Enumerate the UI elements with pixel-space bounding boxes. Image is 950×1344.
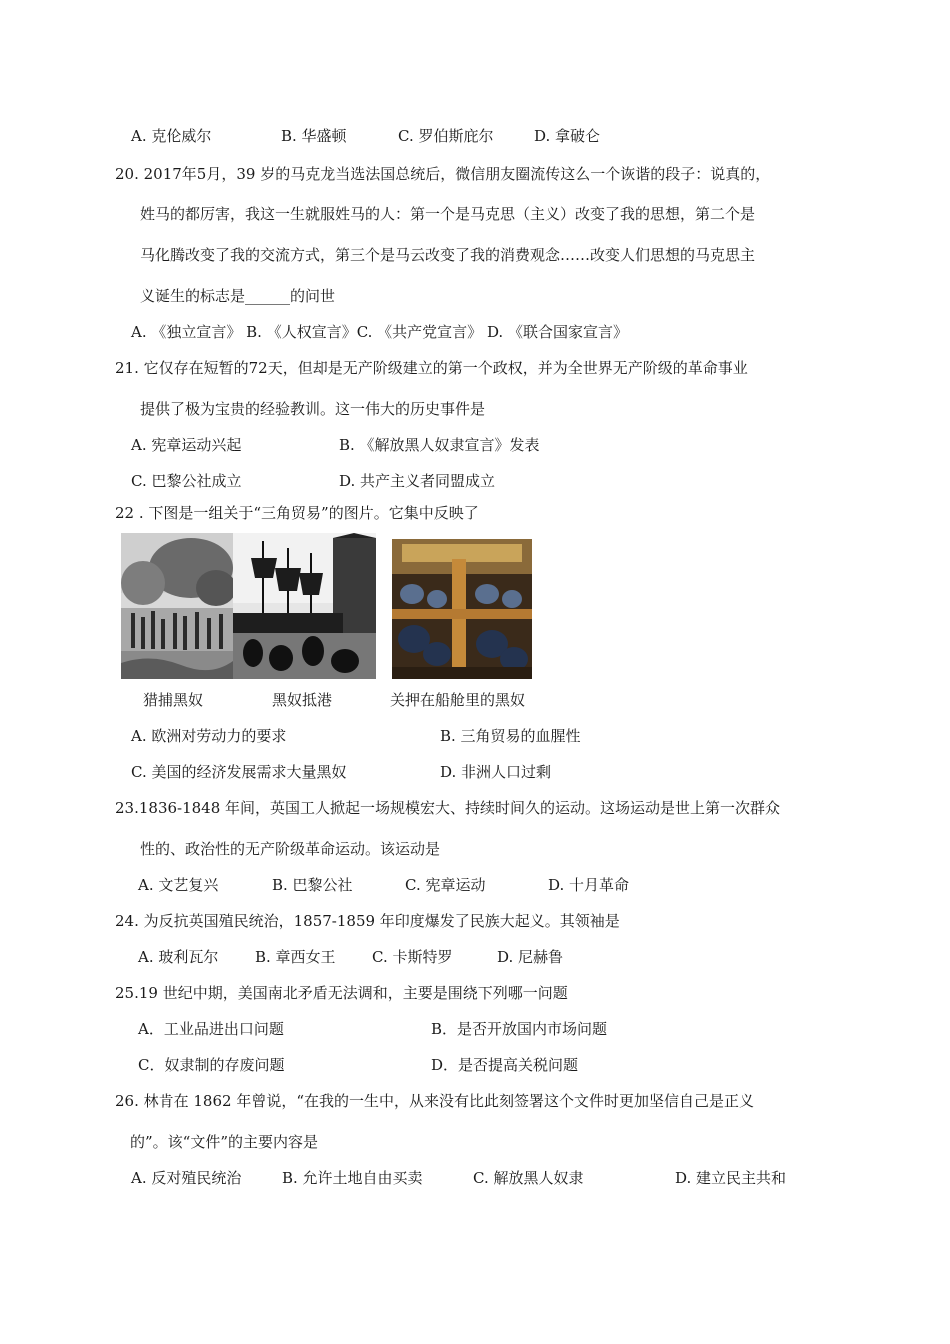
q25-option-b[interactable]: B．是否开放国内市场问题 (431, 1020, 608, 1038)
q25-option-d[interactable]: D．是否提高关税问题 (431, 1056, 579, 1074)
q25-option-c[interactable]: C．奴隶制的存废问题 (138, 1056, 285, 1074)
q24-option-d[interactable]: D. 尼赫鲁 (497, 948, 564, 966)
q26-option-b[interactable]: B. 允许土地自由买卖 (282, 1169, 423, 1187)
q21-stem-line-2: 提供了极为宝贵的经验教训。这一伟大的历史事件是 (140, 400, 486, 418)
q20-stem-line-4: 义诞生的标志是______的问世 (140, 287, 336, 305)
q26-option-a[interactable]: A. 反对殖民统治 (131, 1169, 242, 1187)
q21-option-d[interactable]: D. 共产主义者同盟成立 (339, 472, 496, 490)
q26-option-c[interactable]: C. 解放黑人奴隶 (473, 1169, 584, 1187)
q22-option-b[interactable]: B. 三角贸易的血腥性 (440, 727, 581, 745)
q23-stem-line-2: 性的、政治性的无产阶级革命运动。该运动是 (140, 840, 441, 858)
q20-stem-line-1: 20. 2017年5月，39 岁的马克龙当选法国总统后，微信朋友圈流传这么一个诙谐的段子：说真的， (115, 165, 771, 183)
q24-option-b[interactable]: B. 章西女王 (255, 948, 336, 966)
q19-option-c[interactable]: C. 罗伯斯庇尔 (398, 127, 494, 145)
q25-option-a[interactable]: A．工业品进出口问题 (138, 1020, 284, 1038)
q21-option-c[interactable]: C. 巴黎公社成立 (131, 472, 242, 490)
q24-stem-line-1: 24. 为反抗英国殖民统治，1857-1859 年印度爆发了民族大起义。其领袖是 (115, 912, 620, 930)
q26-stem-line-2: 的”。该“文件”的主要内容是 (130, 1133, 319, 1151)
q23-stem-line-1: 23.1836-1848 年间，英国工人掀起一场规模宏大、持续时间久的运动。这场运动是世上第一次群众 (115, 799, 781, 817)
q25-stem-line-1: 25.19 世纪中期，美国南北矛盾无法调和，主要是围绕下列哪一问题 (115, 984, 568, 1002)
q22-stem-line-1: 22 . 下图是一组关于“三角贸易”的图片。它集中反映了 (115, 504, 479, 522)
q21-option-b[interactable]: B. 《解放黑人奴隶宣言》发表 (339, 436, 540, 454)
q23-option-a[interactable]: A. 文艺复兴 (138, 876, 219, 894)
q24-option-c[interactable]: C. 卡斯特罗 (372, 948, 453, 966)
q21-option-a[interactable]: A. 宪章运动兴起 (131, 436, 242, 454)
q23-option-b[interactable]: B. 巴黎公社 (272, 876, 353, 894)
hunting-slaves-image (121, 533, 233, 679)
q23-option-d[interactable]: D. 十月革命 (548, 876, 630, 894)
q20-options[interactable]: A. 《独立宣言》 B. 《人权宣言》C. 《共产党宣言》 D. 《联合国家宣言》 (131, 323, 628, 341)
caption-hunting-slaves: 猎捕黑奴 (143, 691, 204, 709)
q22-option-d[interactable]: D. 非洲人口过剩 (440, 763, 552, 781)
q19-option-d[interactable]: D. 拿破仑 (534, 127, 601, 145)
q24-option-a[interactable]: A. 玻利瓦尔 (138, 948, 219, 966)
q19-option-a[interactable]: A. 克伦威尔 (131, 127, 212, 145)
caption-ship-hold: 关押在船舱里的黑奴 (390, 691, 526, 709)
q22-option-a[interactable]: A. 欧洲对劳动力的要求 (131, 727, 287, 745)
q22-option-c[interactable]: C. 美国的经济发展需求大量黑奴 (131, 763, 347, 781)
slaves-arriving-port-image (233, 533, 376, 679)
q26-option-d[interactable]: D. 建立民主共和 (675, 1169, 787, 1187)
q26-stem-line-1: 26. 林肯在 1862 年曾说，“在我的一生中，从来没有比此刻签署这个文件时更加坚信自己是正义 (115, 1092, 755, 1110)
q20-stem-line-2: 姓马的都厉害，我这一生就服姓马的人：第一个是马克思（主义）改变了我的思想，第二个是 (140, 205, 756, 223)
q21-stem-line-1: 21. 它仅存在短暂的72天，但却是无产阶级建立的第一个政权，并为全世界无产阶级的革命事业 (115, 359, 748, 377)
caption-slaves-arriving: 黑奴抵港 (272, 691, 333, 709)
q19-option-b[interactable]: B. 华盛顿 (281, 127, 347, 145)
q23-option-c[interactable]: C. 宪章运动 (405, 876, 486, 894)
ship-hold-slaves-image (392, 539, 532, 679)
q20-stem-line-3: 马化腾改变了我的交流方式，第三个是马云改变了我的消费观念……改变人们思想的马克思主 (140, 246, 756, 264)
